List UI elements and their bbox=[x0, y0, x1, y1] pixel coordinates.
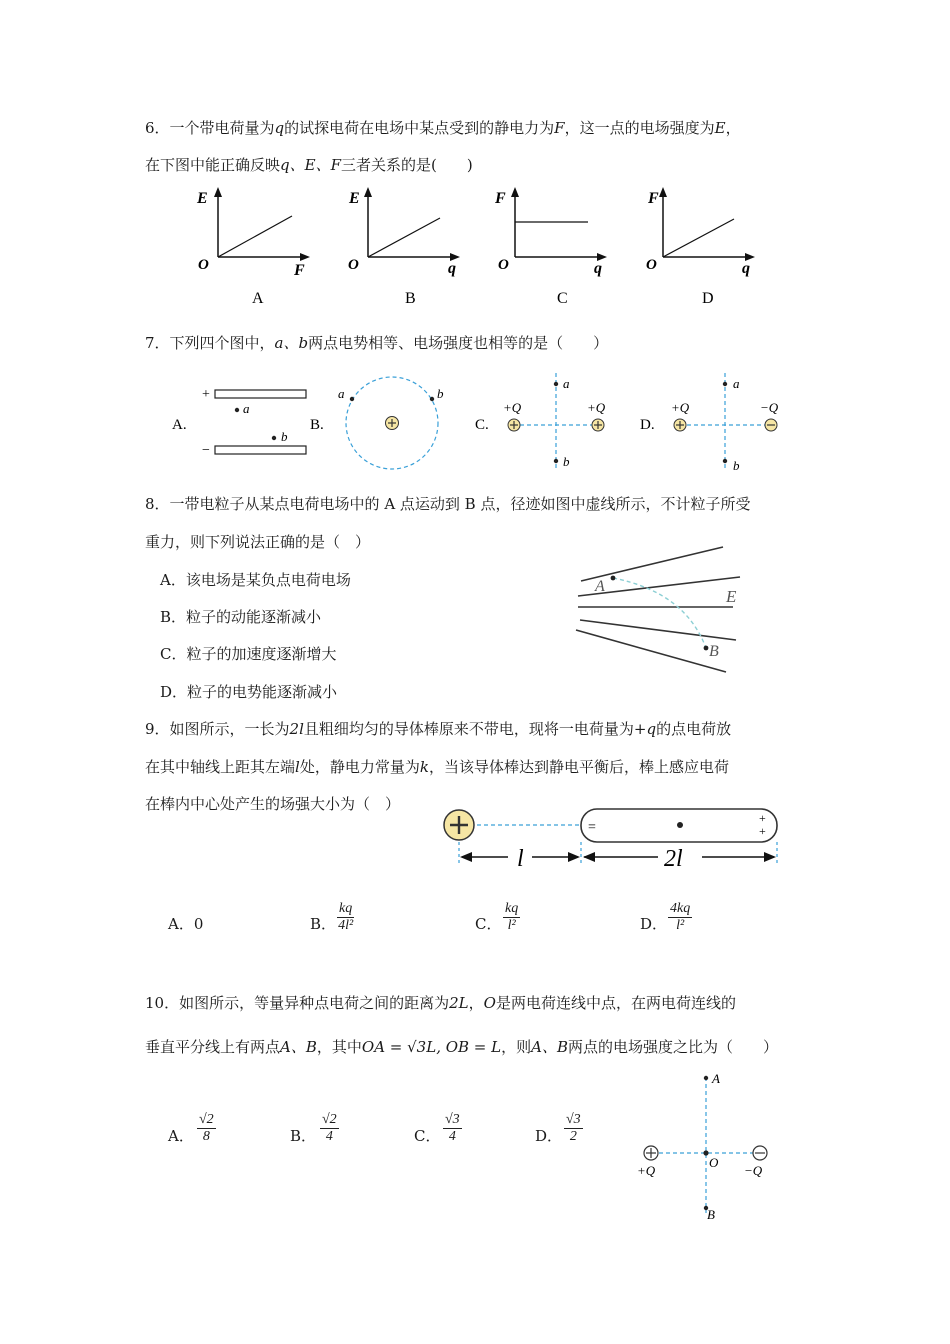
q10-option-d-fraction: $\frac{√3}{2}$ bbox=[566, 1112, 581, 1144]
point-o bbox=[703, 1150, 708, 1155]
minus-sign: − bbox=[202, 443, 210, 458]
graph-origin-label: O bbox=[498, 257, 509, 273]
point-a bbox=[235, 408, 239, 412]
q8-option-c: C．粒子的加速度逐渐增大 bbox=[160, 645, 337, 663]
q7-stem: 7．下列四个图中，a、b两点电势相等、电场强度也相等的是（ ） bbox=[145, 334, 609, 352]
option-label: C. bbox=[475, 417, 489, 433]
q10-option-b-fraction: $\frac{√2}{4}$ bbox=[322, 1112, 337, 1144]
point-a-label: A bbox=[712, 1071, 720, 1086]
point-a-label: a bbox=[563, 376, 570, 391]
q8-option-b: B．粒子的动能逐渐减小 bbox=[160, 608, 322, 626]
q9-option-a: A．0 bbox=[168, 915, 204, 933]
graph-option-label: C bbox=[557, 290, 568, 307]
q9-line3: 在棒内中心处产生的场强大小为（ ） bbox=[145, 795, 401, 813]
point-a-label: a bbox=[338, 386, 345, 401]
dim-l-label: l bbox=[517, 846, 524, 872]
point-b-label: b bbox=[281, 429, 288, 444]
point-a-label: A bbox=[595, 578, 605, 595]
point-b bbox=[430, 397, 434, 401]
q9-line2: 在其中轴线上距其左端l处，静电力常量为k，当该导体棒达到静电平衡后，棒上感应电荷 bbox=[145, 758, 729, 776]
q7-figure-d bbox=[638, 370, 788, 475]
point-b bbox=[723, 459, 727, 463]
point-a bbox=[554, 382, 558, 386]
field-label: E bbox=[726, 587, 737, 606]
point-a bbox=[350, 397, 354, 401]
q7-figure-b bbox=[308, 373, 458, 473]
plus-sign: + bbox=[202, 387, 210, 402]
rod-plus: + bbox=[759, 811, 766, 825]
q6-line1: 6．一个带电荷量为q的试探电荷在电场中某点受到的静电力为F，这一点的电场强度为E， bbox=[145, 119, 741, 137]
point-b bbox=[704, 646, 709, 651]
graph-option-label: B bbox=[405, 290, 416, 307]
q6-graph-c bbox=[487, 185, 617, 315]
q10-line2: 垂直平分线上有两点A、B，其中OA = √3L, OB = L，则A、B两点的电场强度之比为（ ） bbox=[145, 1038, 778, 1056]
point-a-label: a bbox=[243, 401, 250, 416]
graph-origin-label: O bbox=[198, 257, 209, 273]
graph-origin-label: O bbox=[348, 257, 359, 273]
q8-line2: 重力，则下列说法正确的是（ ） bbox=[145, 533, 371, 551]
q8-option-d: D．粒子的电势能逐渐减小 bbox=[160, 683, 338, 701]
charge-label-left: +Q bbox=[671, 400, 690, 415]
charge-label-right: +Q bbox=[587, 400, 606, 415]
dim-2l-label: 2l bbox=[664, 846, 683, 872]
positive-plate bbox=[215, 390, 306, 398]
graph-y-label: F bbox=[648, 190, 659, 207]
graph-y-label: E bbox=[197, 190, 208, 207]
graph-option-label: A bbox=[252, 290, 264, 307]
rod-plus: + bbox=[759, 824, 766, 838]
q6-line2: 在下图中能正确反映q、E、F三者关系的是( ) bbox=[145, 156, 473, 174]
charge-label-right: −Q bbox=[760, 400, 779, 415]
point-b bbox=[272, 436, 276, 440]
q6-graph-a bbox=[190, 185, 320, 315]
q10-line1: 10．如图所示，等量异种点电荷之间的距离为2L，O是两电荷连线中点，在两电荷连线的 bbox=[145, 994, 736, 1012]
q8-figure bbox=[570, 540, 750, 675]
q9-option-c-label: C． bbox=[475, 915, 502, 933]
point-o-label: O bbox=[709, 1155, 719, 1170]
graph-y-label: F bbox=[495, 190, 506, 207]
negative-plate bbox=[215, 446, 306, 454]
q6-graph-d bbox=[635, 185, 765, 315]
q9-option-b-fraction: $\frac{kq}{\text{4l²}}$ bbox=[338, 901, 354, 933]
q10-option-b-label: B． bbox=[290, 1127, 317, 1145]
rod-center bbox=[677, 822, 683, 828]
point-b-label: b bbox=[563, 454, 570, 469]
q10-option-d-label: D． bbox=[535, 1127, 563, 1145]
point-b-label: B bbox=[707, 1207, 715, 1222]
point-b bbox=[554, 459, 558, 463]
q8-option-a: A．该电场是某负点电荷电场 bbox=[160, 571, 351, 589]
charge-label-right: −Q bbox=[744, 1163, 763, 1178]
option-label: B. bbox=[310, 417, 324, 433]
rod-minus: = bbox=[588, 820, 596, 835]
point-b-label: b bbox=[437, 386, 444, 401]
particle-trajectory bbox=[613, 578, 706, 648]
graph-origin-label: O bbox=[646, 257, 657, 273]
q9-option-c-fraction: $\frac{kq}{\text{l²}}$ bbox=[505, 901, 519, 933]
q10-figure bbox=[630, 1065, 780, 1225]
q6-graph-b bbox=[340, 185, 470, 315]
graph-x-label: q bbox=[594, 260, 602, 277]
graph-x-label: F bbox=[294, 262, 305, 279]
q9-option-b-label: B． bbox=[310, 915, 337, 933]
q9-line1: 9．如图所示，一长为2l且粗细均匀的导体棒原来不带电，现将一电荷量为+q的点电荷放 bbox=[145, 720, 732, 738]
point-b-label: B bbox=[709, 643, 719, 660]
q9-option-d-fraction: $\frac{4kq}{\text{l²}}$ bbox=[670, 901, 691, 933]
point-a bbox=[723, 382, 727, 386]
graph-x-label: q bbox=[448, 260, 456, 277]
graph-y-label: E bbox=[349, 190, 360, 207]
graph-option-label: D bbox=[702, 290, 714, 307]
q7-figure-c bbox=[473, 370, 623, 475]
q10-option-a-fraction: $\frac{√2}{8}$ bbox=[199, 1112, 214, 1144]
q9-figure bbox=[440, 800, 785, 875]
q8-line1: 8．一带电粒子从某点电荷电场中的 A 点运动到 B 点，径迹如图中虚线所示，不计粒子所受 bbox=[145, 495, 751, 513]
field-line bbox=[581, 547, 723, 581]
point-b-label: b bbox=[733, 458, 740, 473]
option-label: A. bbox=[172, 417, 187, 433]
option-label: D. bbox=[640, 417, 655, 433]
charge-label-left: +Q bbox=[637, 1163, 656, 1178]
graph-x-label: q bbox=[742, 260, 750, 277]
point-a bbox=[704, 1076, 708, 1080]
q10-option-c-fraction: $\frac{√3}{4}$ bbox=[445, 1112, 460, 1144]
point-a bbox=[611, 576, 616, 581]
q7-figure-a bbox=[170, 375, 315, 465]
charge-label-left: +Q bbox=[503, 400, 522, 415]
point-a-label: a bbox=[733, 376, 740, 391]
q9-option-d-label: D． bbox=[640, 915, 668, 933]
q10-option-c-label: C． bbox=[414, 1127, 441, 1145]
q10-option-a-label: A． bbox=[168, 1127, 194, 1145]
